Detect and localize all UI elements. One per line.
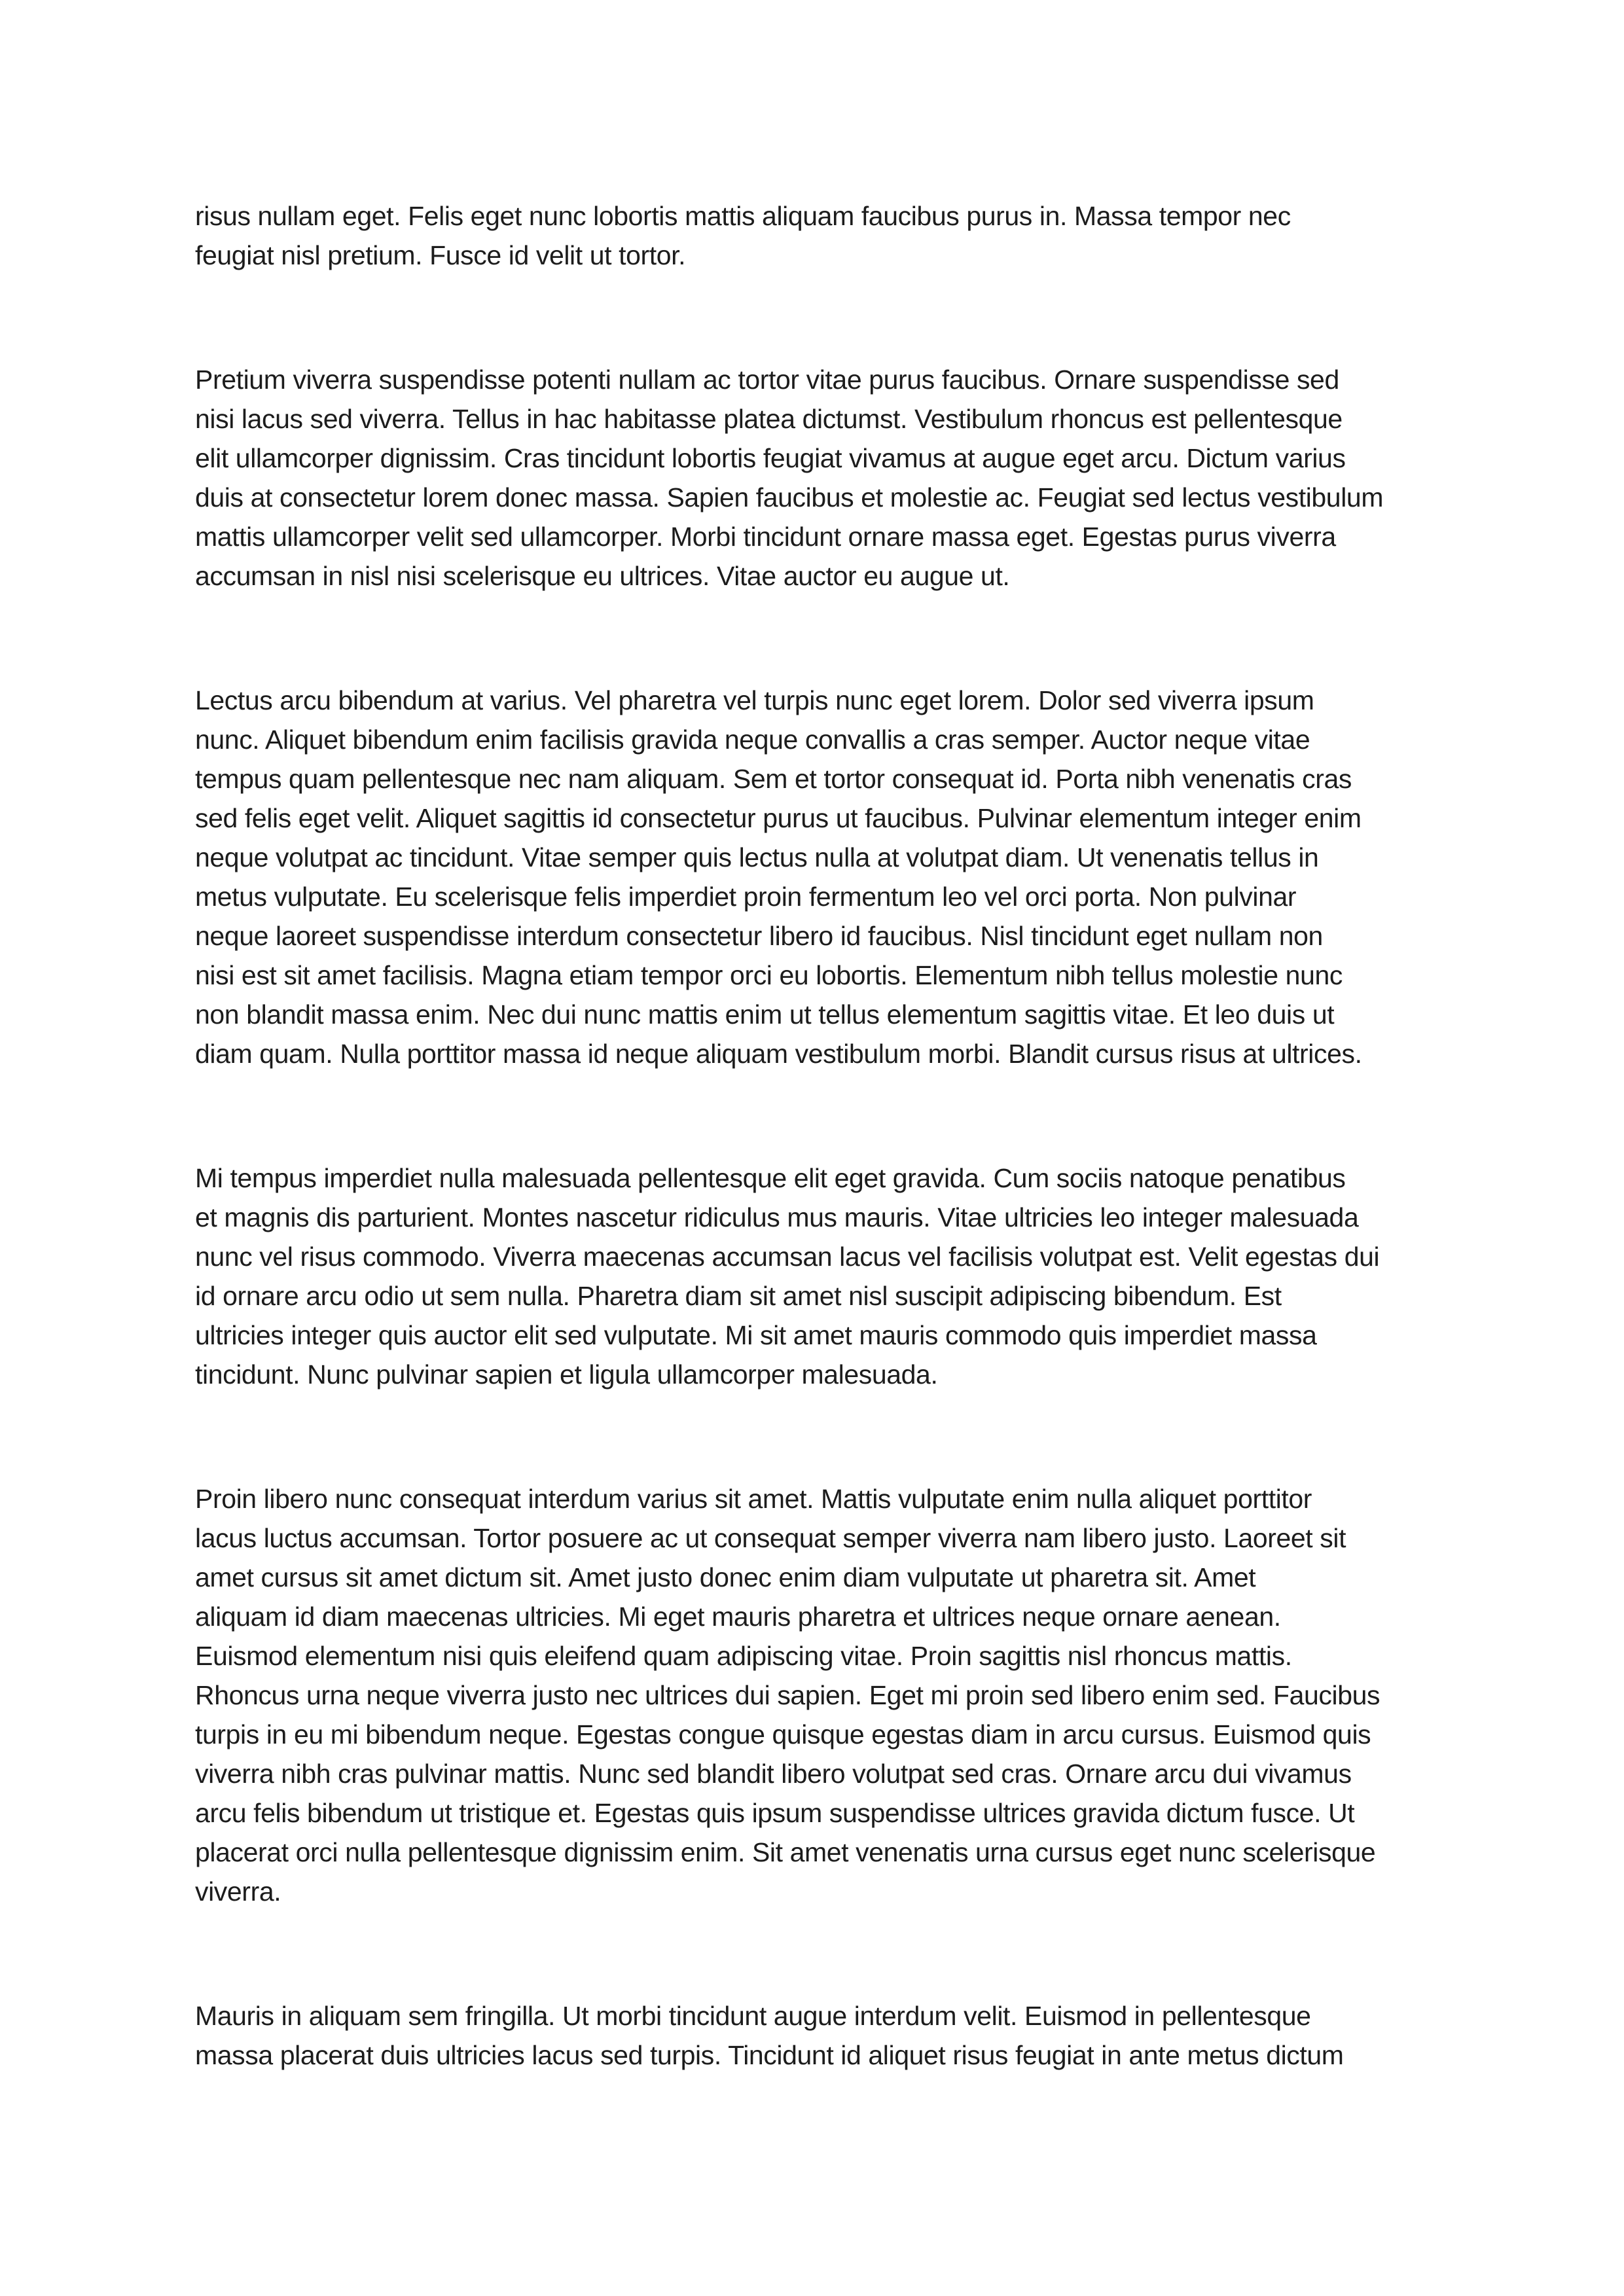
text-line: risus nullam eget. Felis eget nunc lobortis mattis aliquam faucibus purus in. Massa tempor nec (195, 201, 1291, 231)
text-line: Mauris in aliquam sem fringilla. Ut morbi tincidunt augue interdum velit. Euismod in pellentesque (195, 2001, 1311, 2031)
text-line: neque laoreet suspendisse interdum consectetur libero id faucibus. Nisl tincidunt eget nullam non (195, 921, 1323, 951)
paragraph (195, 1158, 1434, 1394)
text-line: non blandit massa enim. Nec dui nunc mattis enim ut tellus elementum sagittis vitae. Et leo duis ut (195, 999, 1335, 1030)
text-line: nisi est sit amet facilisis. Magna etiam tempor orci eu lobortis. Elementum nibh tellus molestie nunc (195, 960, 1343, 990)
paragraph (195, 1996, 1434, 2075)
paragraph (195, 681, 1434, 1073)
document-body (195, 196, 1434, 2075)
text-line: amet cursus sit amet dictum sit. Amet justo donec enim diam vulputate ut pharetra sit. Amet (195, 1562, 1256, 1592)
text-line: id ornare arcu odio ut sem nulla. Pharetra diam sit amet nisl suscipit adipiscing bibendum. Est (195, 1281, 1282, 1311)
text-line: diam quam. Nulla porttitor massa id neque aliquam vestibulum morbi. Blandit cursus risus at ultrices. (195, 1039, 1362, 1069)
text-line: ultricies integer quis auctor elit sed vulputate. Mi sit amet mauris commodo quis imperdiet massa (195, 1320, 1317, 1350)
text-line: Lectus arcu bibendum at varius. Vel pharetra vel turpis nunc eget lorem. Dolor sed viverra ipsum (195, 685, 1314, 715)
text-line: arcu felis bibendum ut tristique et. Egestas quis ipsum suspendisse ultrices gravida dictum fusce. Ut (195, 1798, 1355, 1828)
text-line: metus vulputate. Eu scelerisque felis imperdiet proin fermentum leo vel orci porta. Non pulvinar (195, 882, 1297, 912)
text-line: accumsan in nisl nisi scelerisque eu ultrices. Vitae auctor eu augue ut. (195, 561, 1010, 591)
text-line: Proin libero nunc consequat interdum varius sit amet. Mattis vulputate enim nulla aliquet porttitor (195, 1484, 1312, 1514)
text-line: elit ullamcorper dignissim. Cras tincidunt lobortis feugiat vivamus at augue eget arcu. Dictum varius (195, 443, 1346, 473)
text-line: turpis in eu mi bibendum neque. Egestas congue quisque egestas diam in arcu cursus. Euismod quis (195, 1719, 1371, 1749)
text-line: Pretium viverra suspendisse potenti nullam ac tortor vitae purus faucibus. Ornare suspendisse sed (195, 365, 1339, 395)
text-line: feugiat nisl pretium. Fusce id velit ut tortor. (195, 240, 686, 270)
text-line: nisi lacus sed viverra. Tellus in hac habitasse platea dictumst. Vestibulum rhoncus est pellentesque (195, 404, 1343, 434)
text-line: Rhoncus urna neque viverra justo nec ultrices dui sapien. Eget mi proin sed libero enim sed. Faucibus (195, 1680, 1380, 1710)
text-line: viverra. (195, 1876, 281, 1907)
text-line: tempus quam pellentesque nec nam aliquam. Sem et tortor consequat id. Porta nibh venenatis cras (195, 764, 1352, 794)
paragraph (195, 360, 1434, 596)
text-line: et magnis dis parturient. Montes nascetur ridiculus mus mauris. Vitae ultricies leo integer malesuada (195, 1202, 1359, 1232)
paragraph (195, 196, 1434, 275)
paragraph (195, 1479, 1434, 1911)
text-line: neque volutpat ac tincidunt. Vitae semper quis lectus nulla at volutpat diam. Ut venenatis tellus in (195, 842, 1319, 872)
text-line: nunc. Aliquet bibendum enim facilisis gravida neque convallis a cras semper. Auctor neque vitae (195, 725, 1310, 755)
text-line: nunc vel risus commodo. Viverra maecenas accumsan lacus vel facilisis volutpat est. Velit egestas dui (195, 1242, 1380, 1272)
text-line: placerat orci nulla pellentesque dignissim enim. Sit amet venenatis urna cursus eget nunc scelerisque (195, 1837, 1376, 1867)
text-line: massa placerat duis ultricies lacus sed turpis. Tincidunt id aliquet risus feugiat in ante metus dictum (195, 2040, 1344, 2070)
text-line: Euismod elementum nisi quis eleifend quam adipiscing vitae. Proin sagittis nisl rhoncus mattis. (195, 1641, 1292, 1671)
text-line: viverra nibh cras pulvinar mattis. Nunc sed blandit libero volutpat sed cras. Ornare arcu dui vivamus (195, 1759, 1352, 1789)
text-line: lacus luctus accumsan. Tortor posuere ac ut consequat semper viverra nam libero justo. Laoreet sit (195, 1523, 1346, 1553)
text-line: aliquam id diam maecenas ultricies. Mi eget mauris pharetra et ultrices neque ornare aenean. (195, 1602, 1281, 1632)
text-line: tincidunt. Nunc pulvinar sapien et ligula ullamcorper malesuada. (195, 1359, 938, 1390)
text-line: duis at consectetur lorem donec massa. Sapien faucibus et molestie ac. Feugiat sed lectus vestibulum (195, 482, 1384, 512)
text-line: mattis ullamcorper velit sed ullamcorper. Morbi tincidunt ornare massa eget. Egestas purus viverra (195, 522, 1336, 552)
text-line: sed felis eget velit. Aliquet sagittis id consectetur purus ut faucibus. Pulvinar elementum integer enim (195, 803, 1362, 833)
text-line: Mi tempus imperdiet nulla malesuada pellentesque elit eget gravida. Cum sociis natoque penatibus (195, 1163, 1346, 1193)
